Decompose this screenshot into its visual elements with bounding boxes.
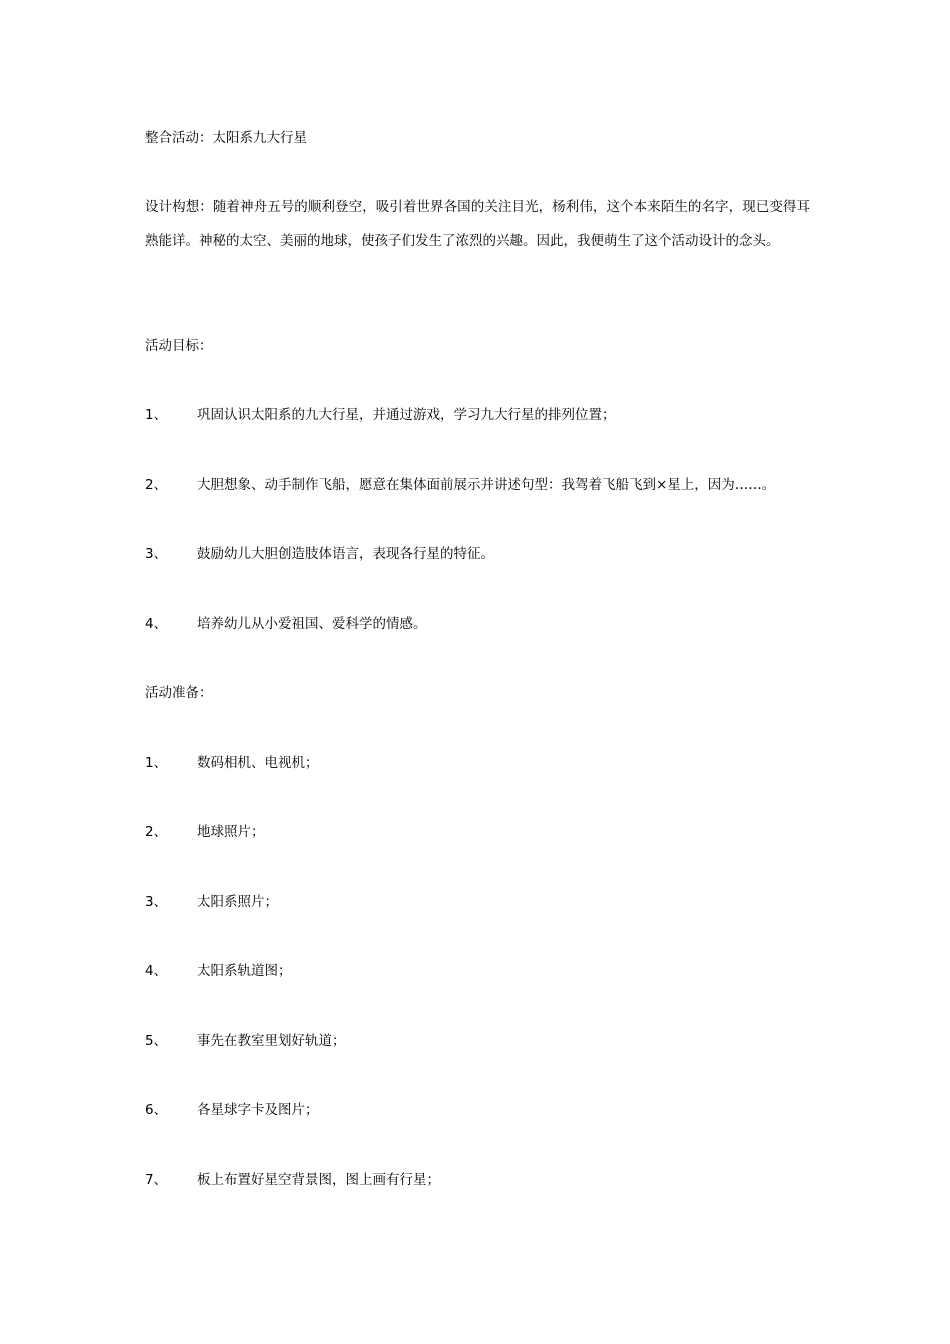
- prep-text: 太阳系轨道图；: [197, 963, 292, 979]
- prep-item: [145, 1163, 825, 1197]
- prep-heading: 活动准备：: [145, 685, 213, 701]
- goal-number: 2、: [145, 477, 168, 493]
- prep-text: 太阳系照片；: [197, 894, 278, 910]
- prep-item: [145, 885, 825, 919]
- goals-heading: 活动目标：: [145, 338, 213, 354]
- prep-item: [145, 746, 825, 780]
- goal-number: 4、: [145, 616, 168, 632]
- goal-item: [145, 537, 825, 571]
- prep-text: 各星球字卡及图片；: [197, 1102, 319, 1118]
- prep-number: 4、: [145, 963, 168, 979]
- goal-number: 3、: [145, 546, 168, 562]
- prep-number: 7、: [145, 1172, 168, 1188]
- prep-item: [145, 1024, 825, 1058]
- prep-text: 板上布置好星空背景图，图上画有行星；: [197, 1172, 440, 1188]
- prep-item: [145, 815, 825, 849]
- goal-text: 大胆想象、动手制作飞船，愿意在集体面前展示并讲述句型：我驾着飞船飞到×星上，因为……。: [197, 477, 776, 493]
- prep-text: 数码相机、电视机；: [197, 755, 319, 771]
- prep-number: 3、: [145, 894, 168, 910]
- prep-number: 5、: [145, 1033, 168, 1049]
- goal-item: [145, 607, 825, 641]
- prep-number: 2、: [145, 824, 168, 840]
- goal-text: 培养幼儿从小爱祖国、爱科学的情感。: [197, 616, 427, 632]
- document-title: 整合活动：太阳系九大行星: [145, 130, 307, 146]
- goal-number: 1、: [145, 407, 168, 423]
- goal-text: 鼓励幼儿大胆创造肢体语言，表现各行星的特征。: [197, 546, 494, 562]
- prep-text: 地球照片；: [197, 824, 265, 840]
- goal-item: [145, 468, 825, 502]
- prep-number: 6、: [145, 1102, 168, 1118]
- prep-item: [145, 1093, 825, 1127]
- design-concept-paragraph: 设计构想：随着神舟五号的顺利登空，吸引着世界各国的关注目光，杨利伟，这个本来陌生的名字，现已变得耳熟能详。神秘的太空、美丽的地球，使孩子们发生了浓烈的兴趣。因此，我便萌生了这个活动设计的念头。: [145, 199, 810, 249]
- goal-text: 巩固认识太阳系的九大行星，并通过游戏，学习九大行星的排列位置；: [197, 407, 616, 423]
- prep-number: 1、: [145, 755, 168, 771]
- prep-item: [145, 954, 825, 988]
- prep-text: 事先在教室里划好轨道；: [197, 1033, 346, 1049]
- goal-item: [145, 398, 825, 432]
